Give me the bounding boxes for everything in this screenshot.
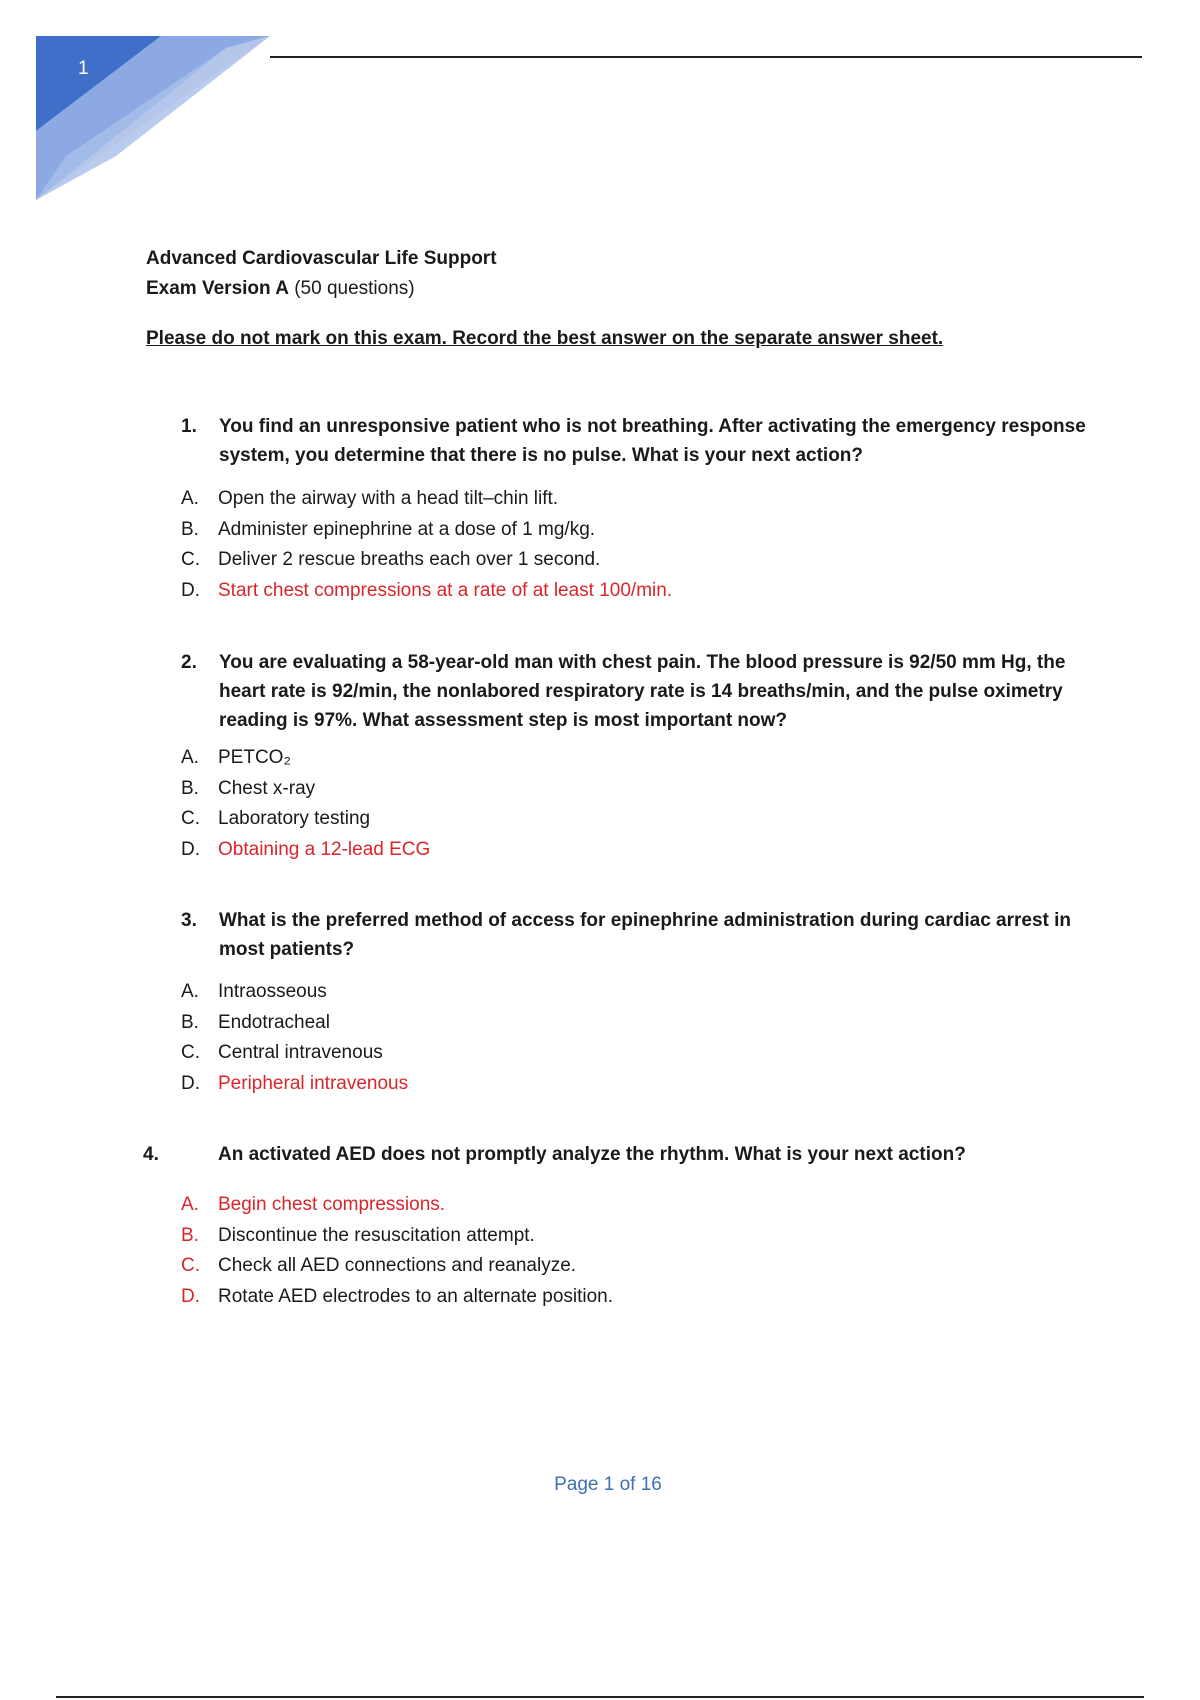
answer-letter: D. [181,1072,200,1094]
exam-instructions: Please do not mark on this exam. Record the best answer on the separate answer sheet. [146,328,944,349]
answer-text: Central intravenous [218,1042,383,1063]
answer-letter: B. [181,518,199,540]
answer-text: Laboratory testing [218,808,371,829]
answer-text: Deliver 2 rescue breaths each over 1 second. [218,549,601,570]
answer-text-correct: Start chest compressions at a rate of at least 100/min. [218,579,673,601]
answer-text-correct: Obtaining a 12-lead ECG [218,838,431,860]
question-number: 4. [143,1144,159,1165]
question-text: You find an unresponsive patient who is not breathing. After activating the emergency response system, you determine that there is no pulse. What is your next action? [219,416,1086,466]
footer-rule [56,1696,1144,1698]
question-4 [143,1140,1143,1170]
question-text: What is the preferred method of access for epinephrine administration during cardiac arrest in most patients? [219,910,1072,960]
answer-text: Administer epinephrine at a dose of 1 mg/kg. [218,518,596,540]
answer-letter: C. [181,1042,200,1063]
answer-text: Check all AED connections and reanalyze. [218,1255,577,1276]
answer-text: Endotracheal [218,1011,330,1033]
answer-text: PETCO₂ [218,747,291,768]
answer-text: Rotate AED electrodes to an alternate position. [218,1285,614,1307]
answer-text: Discontinue the resuscitation attempt. [218,1224,535,1246]
answer-letter: A. [181,981,199,1002]
question-text: An activated AED does not promptly analyze the rhythm. What is your next action? [218,1144,966,1165]
answer-letter: A. [181,747,199,768]
answer-letter: A. [181,1194,199,1215]
question-2 [181,648,1141,738]
answer-letter: C. [181,549,200,570]
answer-letter: D. [181,838,200,860]
answer-letter: B. [181,1224,199,1246]
answer-text: Open the airway with a head tilt–chin lift. [218,488,559,509]
answer-letter: A. [181,488,199,509]
question-number: 3. [181,910,197,931]
question-number: 2. [181,652,197,673]
page-footer-number: Page 1 of 16 [554,1474,662,1495]
corner-banner-graphic [36,36,270,200]
answer-letter: D. [181,579,200,601]
question-number: 1. [181,416,197,437]
exam-version-detail: (50 questions) [294,278,415,299]
answer-letter: B. [181,777,199,799]
exam-version [146,278,415,300]
answer-text-correct: Peripheral intravenous [218,1072,409,1094]
answer-letter: C. [181,1255,200,1276]
header-rule [270,56,1142,58]
answer-text: Chest x-ray [218,777,316,799]
question-text: You are evaluating a 58-year-old man with chest pain. The blood pressure is 92/50 mm Hg, the heart rate is 92/min, the nonlabored respiratory rate is 14 breaths/min, and the pulse oximetry reading is 97%. What assessment step is most important now? [219,652,1066,731]
question-3 [181,906,1141,966]
answer-letter: D. [181,1285,200,1307]
answer-letter: C. [181,808,200,829]
exam-version-label: Exam Version A [146,278,289,299]
answer-letter: B. [181,1011,199,1033]
corner-page-number: 1 [78,58,89,79]
answer-text-correct: Begin chest compressions. [218,1194,446,1215]
answer-text: Intraosseous [218,981,327,1002]
question-1 [181,412,1141,472]
document-title: Advanced Cardiovascular Life Support [146,248,497,269]
